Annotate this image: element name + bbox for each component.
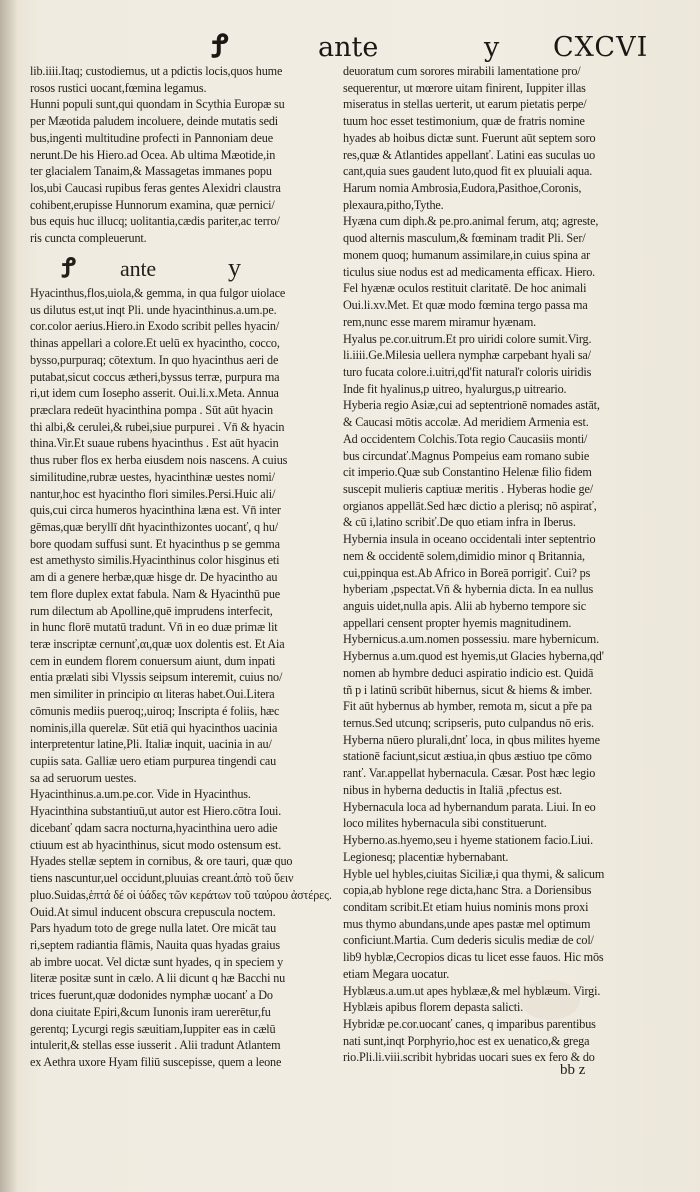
- text-line: Harum nomia Ambrosia,Eudora,Pasithoe,Coronis,: [343, 181, 582, 196]
- text-line: Hyble uel hybles,ciuitas Siciliæ,i qua thymi, & salicum: [343, 866, 605, 881]
- text-line: thus ruber flos ex herba eiusdem nois nascens. A cuius: [30, 453, 288, 468]
- text-line: Hyades stellæ septem in cornibus, & ore tauri, quæ quo: [30, 854, 293, 869]
- text-line: similitudine,rubræ uestes, hyacinthinæ uestes nomi/: [30, 469, 275, 484]
- text-line: bysso,purpuraq; cōtextum. In quo hyacinthus aeri de: [30, 352, 279, 367]
- text-line: mus thymo abundans,unde apes pastæ mel optimum: [343, 916, 591, 931]
- text-line: entia prælati sibi Vlyssis seipsum interemit, cuius no/: [30, 670, 283, 685]
- text-line: ab imbre uocat. Vel dictæ sunt hyades, q in speciem y: [30, 954, 284, 969]
- text-line: Pars hyadum toto de grege nulla latet. Ore micāt tau: [30, 921, 277, 936]
- text-line: Hyacinthina substantiuū,ut autor est Hiero.cōtra Ioui.: [30, 804, 282, 819]
- text-line: Ad occidentem Colchis.Tota regio Caucasiis monti/: [343, 431, 588, 446]
- text-line: loco milites hybernacula sibi constituerunt.: [343, 816, 547, 831]
- text-line: Hybernacula loca ad hybernandum parata. Liui. In eo: [343, 799, 596, 814]
- text-line: sa ad seruorum uestes.: [30, 770, 137, 785]
- text-line: men similiter in principio αι literas habet.Oui.Litera: [30, 687, 275, 702]
- text-line: orgianos appellāt.Sed hæc dictio a plerisq; nō aspirať,: [343, 498, 597, 513]
- text-line: suscepit mulieris captiuæ meritis . Hyberas hodie ge/: [343, 481, 593, 496]
- right-column-text: [343, 63, 671, 1066]
- text-line: Hunni populi sunt,qui quondam in Scythia Europæ su: [30, 97, 285, 112]
- text-line: Hyberna nūero plurali,dnť loca, in qbus milites hyeme: [343, 732, 600, 747]
- text-line: & cū i,latino scribiť.De quo etiam infra in Iberus.: [343, 515, 576, 530]
- section-heading: [30, 251, 340, 285]
- text-line: nominis,illa querelæ. Sūt etiā qui hyacinthos uacinia: [30, 720, 278, 735]
- text-line: deuoratum cum sorores mirabili lamentatione pro/: [343, 64, 581, 78]
- text-line: ris cuncta compleuerunt.: [30, 231, 147, 246]
- text-line: Fit aūt hybernus ab hymber, remota m, sicut a pře pa: [343, 699, 592, 714]
- text-line: li.iiii.Ge.Milesia uellera nymphæ carpebant hyali sa/: [343, 348, 591, 363]
- text-line: Ouid.At simul inducent obscura crepuscula noctem.: [30, 904, 276, 919]
- folio-number: CXCVI: [553, 32, 649, 63]
- text-line: nibus in hyberna deductis in Italiā ,pfectus est.: [343, 782, 563, 797]
- right-column: [343, 63, 671, 1066]
- text-line: Hybernia insula in oceano occidentali inter septentrio: [343, 532, 596, 547]
- text-line: Legionesq; placentiæ hybernabant.: [343, 849, 509, 864]
- text-line: tiens nascuntur,uel occidunt,pluuias creant.ἀπὸ τοῦ ὕειν: [30, 871, 294, 886]
- text-line: Hybridæ pe.cor.uocanť canes, q imparibus parentibus: [343, 1016, 596, 1031]
- text-line: trices fuerunt,quæ dodonides nymphæ uocanť a Do: [30, 988, 273, 1003]
- text-line: gēmas,quæ beryllī dn̄t hyacinthizontes uocanť, q hu/: [30, 519, 279, 534]
- text-line: & Caucasi mōtis accolæ. Ad meridiem Armenia est.: [343, 415, 589, 430]
- text-line: bore quodam suffusi sunt. Et hyacinthus p se gemma: [30, 536, 280, 551]
- text-line: est amethysto similis.Hyacinthinus color hisginus eti: [30, 553, 280, 568]
- text-line: literæ positæ sunt in cælo. A lii dicunt q hæ Bacchi nu: [30, 971, 286, 986]
- text-line: hyberiam ,pspectat.Vn̄ & hybernia dicta. In ea nullus: [343, 582, 594, 597]
- text-line: Hybernus a.um.quod est hyemis,ut Glacies hyberna,qd': [343, 649, 604, 664]
- left-column-main-text: [30, 285, 340, 1071]
- text-line: thinas appellari a colore.Et uelū ex hyacintho, cocco,: [30, 336, 280, 351]
- text-line: res,quæ & Atlantides appellanť. Latini eas suculas uo: [343, 147, 596, 162]
- text-line: am di a genere herbæ,quæ hisge dr. De hyacintho au: [30, 570, 278, 585]
- text-line: præclara redeūt hyacinthina pompa . Sūt aūt hyacin: [30, 402, 273, 417]
- text-line: quis,cui circa humeros hyacinthina læna est. Vn̄ inter: [30, 503, 281, 518]
- text-line: bus circundať.Magnus Pompeius eam romano subie: [343, 448, 590, 463]
- text-line: nerunt.De his Hiero.ad Ocea. Ab ultima Mæotide,in: [30, 147, 276, 162]
- text-line: ex Aethra uxore Hyam filiū suscepisse, quem a leone: [30, 1054, 282, 1069]
- text-line: Hyæna cum diph.& pe.pro.animal ferum, atq; agreste,: [343, 214, 599, 229]
- text-line: tem flore duplex extat fabula. Nam & Hyacinthū pue: [30, 586, 281, 601]
- text-line: in hunc florē mutatū tradunt. Vn̄ in eo duæ primæ lit: [30, 620, 278, 635]
- text-line: dicebanť qdam sacra nocturna,hyacinthina uero adie: [30, 820, 278, 835]
- text-line: stationē faciunt,sicut æstiua,in qbus æstiuo tpe cōmo: [343, 749, 592, 764]
- text-line: cōmunis mediis pueroq;,uiroq; Inscripta é foliis, hæc: [30, 703, 280, 718]
- text-line: us dilutus est,ut inqt Pli. unde hyacinthinus.a.um.pe.: [30, 302, 277, 317]
- text-line: ctiuum est ab hyacinthinus, sicut modo ostensum est.: [30, 837, 282, 852]
- text-line: ticulus siue nodus est ad medicamenta efficax. Hiero.: [343, 264, 596, 279]
- section-letter: y: [228, 252, 241, 282]
- text-line: cit imperio.Quæ sub Constantino Helenæ filio fidem: [343, 465, 592, 480]
- text-line: lib9 hyblæ,Cecropios dicas tu licet esse fauos. Hic mōs: [343, 950, 604, 965]
- text-line: Fel hyænæ oculos restituit claritatē. De hoc animali: [343, 281, 587, 296]
- text-line: cui,ppinqua est.Ab Africo in Boreā porrigiť. Cui? ps: [343, 565, 591, 580]
- text-line: nem & occidentē solem,dimidio minor q Britannia,: [343, 548, 585, 563]
- text-line: nantur,hoc est hyacintho flori similes.Persi.Huic ali/: [30, 486, 276, 501]
- text-line: tuum hoc esset testimonium, quæ de fratris nomine: [343, 114, 585, 129]
- text-line: Hyacinthus,flos,uiola,& gemma, in qua fulgor uiolace: [30, 285, 286, 300]
- text-line: copia,ab hyblone rege dicta,hanc Stra. a Doriensibus: [343, 883, 592, 898]
- text-line: putabat,sicut coccus ætheri,byssus terræ, purpura ma: [30, 369, 280, 384]
- text-line: thi albi,& cerulei,& rubei,siue purpurei . Vn̄ & hyacin: [30, 419, 285, 434]
- text-line: Hyalus pe.cor.uitrum.Et pro uiridi colore sumit.Virg.: [343, 331, 592, 346]
- text-line: per Mæotida paludem incoluere, deinde mutatis sedi: [30, 114, 279, 129]
- left-column: [30, 63, 340, 1071]
- header-paragraph-mark: Ꝭ: [212, 27, 229, 65]
- text-line: turo fucata colore.i.uitri,qd'fit naturaľr coloris uiridis: [343, 364, 592, 379]
- text-line: bus equis huc illucq; uolitantia,cædis pariter,ac terro/: [30, 214, 280, 229]
- header-word: ante: [318, 32, 379, 63]
- text-line: Hyblæus.a.um.ut apes hyblææ,& mel hyblæum. Virgi.: [343, 983, 601, 998]
- text-line: rum dilectum ab Apolline,quē imprudens interfecit,: [30, 603, 273, 618]
- left-column-top-text: [30, 63, 340, 247]
- signature-mark: bb z: [560, 1062, 586, 1078]
- text-line: conficiunt.Martia. Cum dederis siculis mediæ de col/: [343, 933, 594, 948]
- text-line: Hyberia regio Asiæ,cui ad septentrionē nomades astāt,: [343, 398, 600, 413]
- text-line: ternus.Sed utcunq; scripseris, puto culpandus nō eris.: [343, 716, 594, 731]
- text-line: pluo.Suidas,ἑπτά δέ οἱ ὑάδες τῶν κεράτων τοῦ ταύρου ἀστέρες.: [30, 887, 332, 902]
- text-line: ri,septem radiantia flāmis, Nauita quas hyadas graius: [30, 937, 280, 952]
- text-line: cant,quia sues gaudent luto,quod fit ex pluuiali aqua.: [343, 164, 593, 179]
- text-line: dona ciuitate Epiri,&cum Iunonis iram uererētur,fu: [30, 1004, 271, 1019]
- text-line: etiam Megara uocatur.: [343, 966, 450, 981]
- section-word: ante: [120, 255, 157, 281]
- text-line: rio.Pli.li.viii.scribit hybridas uocari sues ex fero & do: [343, 1050, 595, 1065]
- text-line: appellari censent propter hyemis magnitudinem.: [343, 615, 572, 630]
- text-line: Hyacinthinus.a.um.pe.cor. Vide in Hyacinthus.: [30, 787, 251, 802]
- text-line: Oui.li.xv.Met. Et quæ modo fœmina tergo passa ma: [343, 298, 588, 313]
- text-line: hyades ab hoibus dictæ sunt. Fuerunt aūt septem soro: [343, 130, 596, 145]
- text-line: Hyberno.as.hyemo,seu i hyeme stationem facio.Liui.: [343, 833, 594, 848]
- text-line: Inde fit hyalinus,p uitreo, hyalurgus,p uitreario.: [343, 381, 567, 396]
- text-line: tñ p i latinū scribūt hibernus, sicut & hiems & imber.: [343, 682, 593, 697]
- text-line: cohibent,erupisse Hunnorum examina, quæ pernici/: [30, 197, 275, 212]
- text-line: plexaura,pitho,Tythe.: [343, 197, 444, 212]
- text-line: cor.color aerius.Hiero.in Exodo scribit pelles hyacin/: [30, 319, 280, 334]
- text-line: lib.iiii.Itaq; custodiemus, ut a pdictis locis,quos hume: [30, 64, 283, 78]
- text-line: Hybernicus.a.um.nomen possessiu. mare hybernicum.: [343, 632, 599, 647]
- text-line: ter glacialem Tanaim,& Massagetas immanes popu: [30, 164, 272, 179]
- text-line: ranť. Var.appellat hybernacula. Cæsar. Post hæc legio: [343, 766, 596, 781]
- text-line: Hyblæis apibus florem depasta salicti.: [343, 1000, 524, 1015]
- text-line: rem,nunc esse marem miramur hyænam.: [343, 314, 537, 329]
- text-line: los,ubi Caucasi rupibus feras gentes Alexidri claustra: [30, 181, 281, 196]
- text-line: teræ inscriptæ cernunť,αι,quæ uox dolentis est. Et Aia: [30, 637, 285, 651]
- text-line: conditam scribit.Et etiam huius nominis mons proxi: [343, 899, 589, 914]
- section-paragraph-mark: Ꝭ: [62, 252, 76, 283]
- text-line: miseratus in stellas uerterit, ut earum pietatis perpe/: [343, 97, 587, 112]
- text-line: cupiis sata. Galliæ uero etiam purpurea tingendi cau: [30, 754, 277, 769]
- text-line: quod alternis masculum,& fœminam tradit Pli. Ser/: [343, 231, 586, 246]
- text-line: ri,ut idem cum Iosepho asserit. Oui.li.x.Meta. Annua: [30, 386, 279, 401]
- text-line: nati sunt,inqt Porphyrio,hoc est ex uenatico,& grega: [343, 1033, 590, 1048]
- header-letter: y: [484, 32, 500, 63]
- text-line: thina.Vir.Et suaue rubens hyacinthus . Est aūt hyacin: [30, 436, 279, 451]
- text-line: sequerentur, ut mœrore uitam finirent, Iuppiter illas: [343, 80, 586, 95]
- text-line: gerentq; Lycurgi regis sæuitiam,Iuppiter eas in cælū: [30, 1021, 276, 1036]
- text-line: rosos rustici uocant,fœmina legamus.: [30, 80, 207, 95]
- text-line: cem in eundem florem conuersum aiunt, dum inpati: [30, 653, 276, 668]
- text-line: monem quoq; humanum assimilare,in cuius spina ar: [343, 247, 591, 262]
- text-line: anguis uidet,nulla apis. Alii ab hyberno tempore sic: [343, 599, 587, 613]
- text-line: interpretentur latine,Pli. Italiæ inquit, uacinia in au/: [30, 737, 272, 752]
- text-line: bus,ingenti multitudine profecti in Pannoniam deue: [30, 130, 273, 145]
- text-line: intulerit,& stellas esse iusserit . Alii tradunt Atlantem: [30, 1038, 281, 1053]
- text-line: nomen ab hymbre deduci aspiratio indicio est. Quidā: [343, 665, 594, 680]
